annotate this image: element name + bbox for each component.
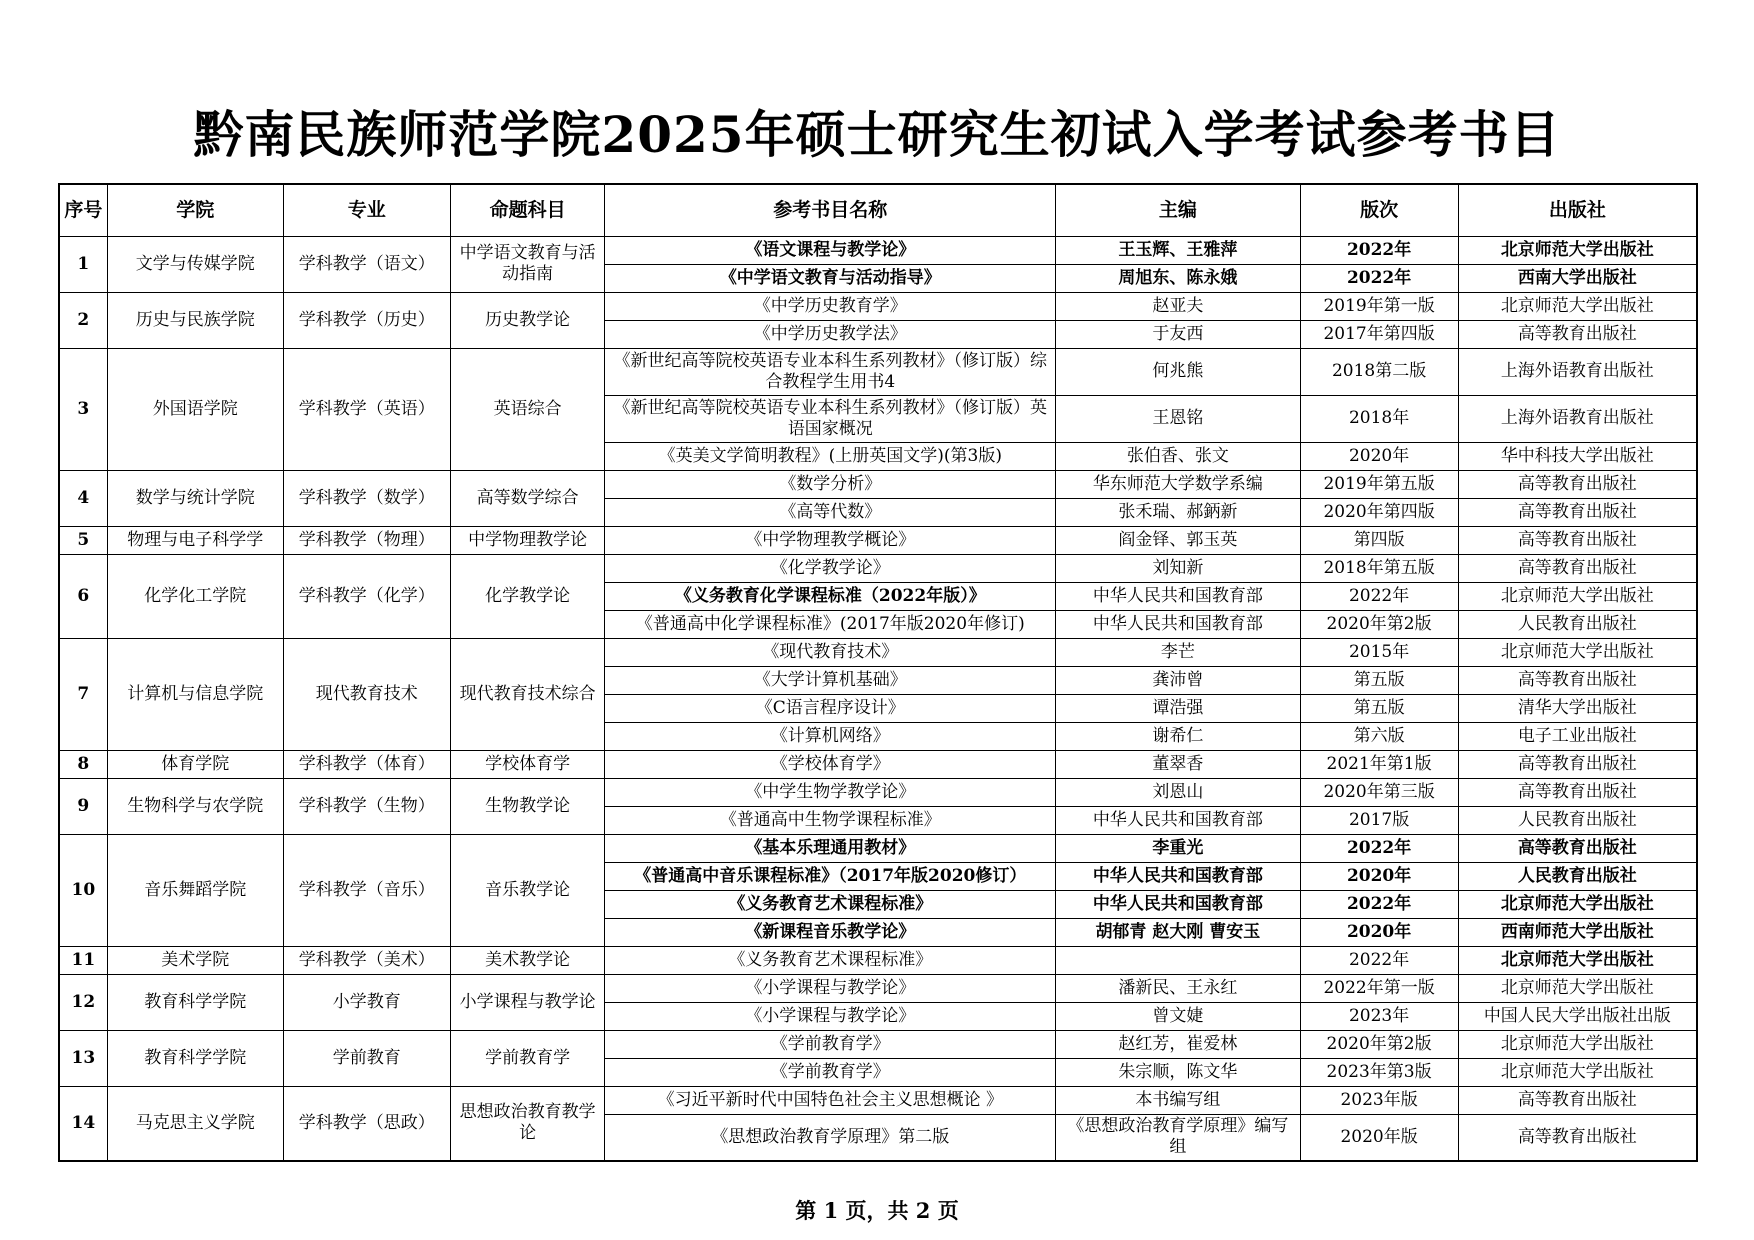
cell-major: 现代教育技术 bbox=[283, 638, 450, 750]
cell-subject: 现代教育技术综合 bbox=[450, 638, 605, 750]
cell-publisher: 北京师范大学出版社 bbox=[1458, 236, 1697, 264]
table-row bbox=[59, 778, 1697, 806]
cell-college: 音乐舞蹈学院 bbox=[107, 834, 283, 946]
cell-book-title: 《中学历史教育学》 bbox=[605, 292, 1056, 320]
cell-major: 小学教育 bbox=[283, 974, 450, 1030]
cell-publisher: 人民教育出版社 bbox=[1458, 610, 1697, 638]
cell-seq: 4 bbox=[59, 470, 107, 526]
cell-subject: 高等数学综合 bbox=[450, 470, 605, 526]
cell-editor bbox=[1056, 946, 1300, 974]
cell-edition: 第四版 bbox=[1300, 526, 1458, 554]
cell-book-title: 《新世纪高等院校英语专业本科生系列教材》（修订版）综合教程学生用书4 bbox=[605, 348, 1056, 395]
cell-editor: 李重光 bbox=[1056, 834, 1300, 862]
cell-major: 学科教学（物理） bbox=[283, 526, 450, 554]
cell-subject: 中学物理教学论 bbox=[450, 526, 605, 554]
cell-editor: 王玉辉、王雅萍 bbox=[1056, 236, 1300, 264]
cell-editor: 李芒 bbox=[1056, 638, 1300, 666]
cell-editor: 于友西 bbox=[1056, 320, 1300, 348]
cell-edition: 2020年第2版 bbox=[1300, 1030, 1458, 1058]
cell-editor: 阎金铎、郭玉英 bbox=[1056, 526, 1300, 554]
cell-publisher: 北京师范大学出版社 bbox=[1458, 1058, 1697, 1086]
cell-book-title: 《高等代数》 bbox=[605, 498, 1056, 526]
cell-edition: 2022年 bbox=[1300, 834, 1458, 862]
table-row bbox=[59, 750, 1697, 778]
cell-book-title: 《普通高中音乐课程标准》（2017年版2020修订） bbox=[605, 862, 1056, 890]
cell-publisher: 高等教育出版社 bbox=[1458, 320, 1697, 348]
table-body bbox=[59, 236, 1697, 1161]
cell-edition: 2015年 bbox=[1300, 638, 1458, 666]
cell-book-title: 《新课程音乐教学论》 bbox=[605, 918, 1056, 946]
cell-subject: 小学课程与教学论 bbox=[450, 974, 605, 1030]
cell-book-title: 《中学历史教学法》 bbox=[605, 320, 1056, 348]
cell-edition: 2022年 bbox=[1300, 582, 1458, 610]
cell-book-title: 《普通高中化学课程标准》(2017年版2020年修订) bbox=[605, 610, 1056, 638]
page-title: 黔南民族师范学院2025年硕士研究生初试入学考试参考书目 bbox=[193, 105, 1561, 164]
cell-seq: 13 bbox=[59, 1030, 107, 1086]
header-major: 专业 bbox=[283, 184, 450, 236]
cell-editor: 曾文婕 bbox=[1056, 1002, 1300, 1030]
cell-major: 学科教学（美术） bbox=[283, 946, 450, 974]
cell-editor: 中华人民共和国教育部 bbox=[1056, 890, 1300, 918]
table-row bbox=[59, 946, 1697, 974]
table-row bbox=[59, 292, 1697, 320]
cell-edition: 2020年第四版 bbox=[1300, 498, 1458, 526]
table-row bbox=[59, 1086, 1697, 1114]
cell-college: 计算机与信息学院 bbox=[107, 638, 283, 750]
cell-editor: 刘知新 bbox=[1056, 554, 1300, 582]
cell-subject: 英语综合 bbox=[450, 348, 605, 470]
cell-major: 学科教学（历史） bbox=[283, 292, 450, 348]
cell-edition: 2018第二版 bbox=[1300, 348, 1458, 395]
cell-edition: 2020年版 bbox=[1300, 1114, 1458, 1161]
cell-book-title: 《小学课程与教学论》 bbox=[605, 1002, 1056, 1030]
cell-subject: 学校体育学 bbox=[450, 750, 605, 778]
cell-editor: 谭浩强 bbox=[1056, 694, 1300, 722]
page-footer: 第 1 页，共 2 页 bbox=[795, 1198, 959, 1223]
cell-seq: 3 bbox=[59, 348, 107, 470]
cell-subject: 中学语文教育与活动指南 bbox=[450, 236, 605, 292]
cell-book-title: 《学前教育学》 bbox=[605, 1030, 1056, 1058]
cell-major: 学科教学（数学） bbox=[283, 470, 450, 526]
cell-edition: 2019年第一版 bbox=[1300, 292, 1458, 320]
cell-editor: 王恩铭 bbox=[1056, 395, 1300, 442]
table-row bbox=[59, 526, 1697, 554]
cell-publisher: 北京师范大学出版社 bbox=[1458, 292, 1697, 320]
cell-publisher: 人民教育出版社 bbox=[1458, 862, 1697, 890]
cell-publisher: 高等教育出版社 bbox=[1458, 834, 1697, 862]
cell-subject: 音乐教学论 bbox=[450, 834, 605, 946]
cell-editor: 赵红芳，崔爱林 bbox=[1056, 1030, 1300, 1058]
table-row bbox=[59, 834, 1697, 862]
cell-editor: 周旭东、陈永娥 bbox=[1056, 264, 1300, 292]
cell-publisher: 高等教育出版社 bbox=[1458, 1114, 1697, 1161]
cell-edition: 2018年 bbox=[1300, 395, 1458, 442]
cell-seq: 12 bbox=[59, 974, 107, 1030]
cell-seq: 9 bbox=[59, 778, 107, 834]
header-edition: 版次 bbox=[1300, 184, 1458, 236]
cell-editor: 何兆熊 bbox=[1056, 348, 1300, 395]
cell-book-title: 《C语言程序设计》 bbox=[605, 694, 1056, 722]
cell-subject: 美术教学论 bbox=[450, 946, 605, 974]
cell-seq: 6 bbox=[59, 554, 107, 638]
cell-publisher: 电子工业出版社 bbox=[1458, 722, 1697, 750]
cell-editor: 董翠香 bbox=[1056, 750, 1300, 778]
cell-publisher: 中国人民大学出版社出版 bbox=[1458, 1002, 1697, 1030]
table-row bbox=[59, 554, 1697, 582]
cell-college: 外国语学院 bbox=[107, 348, 283, 470]
cell-editor: 华东师范大学数学系编 bbox=[1056, 470, 1300, 498]
cell-publisher: 北京师范大学出版社 bbox=[1458, 974, 1697, 1002]
cell-editor: 张伯香、张文 bbox=[1056, 442, 1300, 470]
cell-publisher: 北京师范大学出版社 bbox=[1458, 1030, 1697, 1058]
cell-college: 教育科学学院 bbox=[107, 974, 283, 1030]
cell-major: 学科教学（思政） bbox=[283, 1086, 450, 1161]
reference-book-table bbox=[58, 183, 1698, 1162]
cell-book-title: 《大学计算机基础》 bbox=[605, 666, 1056, 694]
cell-college: 体育学院 bbox=[107, 750, 283, 778]
cell-book-title: 《语文课程与教学论》 bbox=[605, 236, 1056, 264]
cell-edition: 2020年第2版 bbox=[1300, 610, 1458, 638]
cell-edition: 2023年 bbox=[1300, 1002, 1458, 1030]
cell-subject: 生物教学论 bbox=[450, 778, 605, 834]
cell-major: 学前教育 bbox=[283, 1030, 450, 1086]
cell-seq: 1 bbox=[59, 236, 107, 292]
cell-publisher: 高等教育出版社 bbox=[1458, 1086, 1697, 1114]
cell-book-title: 《数学分析》 bbox=[605, 470, 1056, 498]
cell-seq: 5 bbox=[59, 526, 107, 554]
cell-publisher: 北京师范大学出版社 bbox=[1458, 946, 1697, 974]
table-row bbox=[59, 1030, 1697, 1058]
cell-editor: 胡郁青 赵大刚 曹安玉 bbox=[1056, 918, 1300, 946]
header-subject: 命题科目 bbox=[450, 184, 605, 236]
cell-publisher: 上海外语教育出版社 bbox=[1458, 395, 1697, 442]
table-row bbox=[59, 638, 1697, 666]
cell-major: 学科教学（音乐） bbox=[283, 834, 450, 946]
cell-college: 生物科学与农学院 bbox=[107, 778, 283, 834]
cell-edition: 2022年 bbox=[1300, 946, 1458, 974]
table-row bbox=[59, 348, 1697, 395]
cell-seq: 7 bbox=[59, 638, 107, 750]
cell-edition: 2022年 bbox=[1300, 236, 1458, 264]
cell-publisher: 高等教育出版社 bbox=[1458, 498, 1697, 526]
header-book-title: 参考书目名称 bbox=[605, 184, 1056, 236]
cell-edition: 2020年 bbox=[1300, 918, 1458, 946]
cell-publisher: 高等教育出版社 bbox=[1458, 666, 1697, 694]
cell-edition: 2023年第3版 bbox=[1300, 1058, 1458, 1086]
cell-publisher: 清华大学出版社 bbox=[1458, 694, 1697, 722]
cell-book-title: 《义务教育艺术课程标准》 bbox=[605, 946, 1056, 974]
cell-publisher: 华中科技大学出版社 bbox=[1458, 442, 1697, 470]
header-college: 学院 bbox=[107, 184, 283, 236]
cell-publisher: 北京师范大学出版社 bbox=[1458, 638, 1697, 666]
cell-publisher: 人民教育出版社 bbox=[1458, 806, 1697, 834]
cell-book-title: 《习近平新时代中国特色社会主义思想概论 》 bbox=[605, 1086, 1056, 1114]
cell-edition: 2017版 bbox=[1300, 806, 1458, 834]
cell-book-title: 《义务教育艺术课程标准》 bbox=[605, 890, 1056, 918]
cell-edition: 2022年第一版 bbox=[1300, 974, 1458, 1002]
cell-edition: 2018年第五版 bbox=[1300, 554, 1458, 582]
cell-edition: 2021年第1版 bbox=[1300, 750, 1458, 778]
cell-editor: 《思想政治教育学原理》编写组 bbox=[1056, 1114, 1300, 1161]
cell-book-title: 《思想政治教育学原理》第二版 bbox=[605, 1114, 1056, 1161]
cell-seq: 14 bbox=[59, 1086, 107, 1161]
cell-college: 化学化工学院 bbox=[107, 554, 283, 638]
cell-edition: 2020年 bbox=[1300, 862, 1458, 890]
cell-editor: 朱宗顺，陈文华 bbox=[1056, 1058, 1300, 1086]
cell-publisher: 北京师范大学出版社 bbox=[1458, 890, 1697, 918]
cell-editor: 中华人民共和国教育部 bbox=[1056, 582, 1300, 610]
cell-college: 数学与统计学院 bbox=[107, 470, 283, 526]
cell-college: 美术学院 bbox=[107, 946, 283, 974]
cell-college: 文学与传媒学院 bbox=[107, 236, 283, 292]
cell-major: 学科教学（体育） bbox=[283, 750, 450, 778]
cell-major: 学科教学（生物） bbox=[283, 778, 450, 834]
cell-editor: 中华人民共和国教育部 bbox=[1056, 806, 1300, 834]
cell-major: 学科教学（化学） bbox=[283, 554, 450, 638]
cell-seq: 2 bbox=[59, 292, 107, 348]
cell-book-title: 《中学物理教学概论》 bbox=[605, 526, 1056, 554]
cell-editor: 张禾瑞、郝鈵新 bbox=[1056, 498, 1300, 526]
cell-edition: 第六版 bbox=[1300, 722, 1458, 750]
cell-publisher: 高等教育出版社 bbox=[1458, 470, 1697, 498]
cell-book-title: 《中学语文教育与活动指导》 bbox=[605, 264, 1056, 292]
cell-edition: 2023年版 bbox=[1300, 1086, 1458, 1114]
cell-major: 学科教学（英语） bbox=[283, 348, 450, 470]
cell-edition: 2017年第四版 bbox=[1300, 320, 1458, 348]
cell-publisher: 北京师范大学出版社 bbox=[1458, 582, 1697, 610]
cell-book-title: 《学前教育学》 bbox=[605, 1058, 1056, 1086]
table-row bbox=[59, 236, 1697, 264]
cell-book-title: 《英美文学简明教程》(上册英国文学)(第3版) bbox=[605, 442, 1056, 470]
table-row bbox=[59, 470, 1697, 498]
cell-subject: 化学教学论 bbox=[450, 554, 605, 638]
cell-editor: 刘恩山 bbox=[1056, 778, 1300, 806]
cell-subject: 历史教学论 bbox=[450, 292, 605, 348]
cell-edition: 2022年 bbox=[1300, 890, 1458, 918]
cell-editor: 中华人民共和国教育部 bbox=[1056, 862, 1300, 890]
cell-publisher: 上海外语教育出版社 bbox=[1458, 348, 1697, 395]
cell-edition: 2019年第五版 bbox=[1300, 470, 1458, 498]
header-publisher: 出版社 bbox=[1458, 184, 1697, 236]
cell-publisher: 西南师范大学出版社 bbox=[1458, 918, 1697, 946]
cell-edition: 2022年 bbox=[1300, 264, 1458, 292]
cell-publisher: 西南大学出版社 bbox=[1458, 264, 1697, 292]
cell-book-title: 《中学生物学教学论》 bbox=[605, 778, 1056, 806]
cell-book-title: 《新世纪高等院校英语专业本科生系列教材》（修订版）英语国家概况 bbox=[605, 395, 1056, 442]
cell-edition: 2020年第三版 bbox=[1300, 778, 1458, 806]
cell-editor: 赵亚夫 bbox=[1056, 292, 1300, 320]
cell-book-title: 《计算机网络》 bbox=[605, 722, 1056, 750]
cell-editor: 谢希仁 bbox=[1056, 722, 1300, 750]
cell-book-title: 《普通高中生物学课程标准》 bbox=[605, 806, 1056, 834]
cell-publisher: 高等教育出版社 bbox=[1458, 526, 1697, 554]
cell-book-title: 《基本乐理通用教材》 bbox=[605, 834, 1056, 862]
table-row bbox=[59, 974, 1697, 1002]
cell-college: 马克思主义学院 bbox=[107, 1086, 283, 1161]
cell-edition: 第五版 bbox=[1300, 666, 1458, 694]
cell-publisher: 高等教育出版社 bbox=[1458, 778, 1697, 806]
cell-book-title: 《化学教学论》 bbox=[605, 554, 1056, 582]
cell-seq: 10 bbox=[59, 834, 107, 946]
cell-subject: 学前教育学 bbox=[450, 1030, 605, 1086]
cell-college: 物理与电子科学学 bbox=[107, 526, 283, 554]
cell-seq: 8 bbox=[59, 750, 107, 778]
cell-editor: 潘新民、王永红 bbox=[1056, 974, 1300, 1002]
cell-edition: 2020年 bbox=[1300, 442, 1458, 470]
cell-subject: 思想政治教育教学论 bbox=[450, 1086, 605, 1161]
cell-book-title: 《义务教育化学课程标准（2022年版）》 bbox=[605, 582, 1056, 610]
cell-edition: 第五版 bbox=[1300, 694, 1458, 722]
cell-editor: 龚沛曾 bbox=[1056, 666, 1300, 694]
cell-publisher: 高等教育出版社 bbox=[1458, 750, 1697, 778]
cell-college: 教育科学学院 bbox=[107, 1030, 283, 1086]
cell-editor: 本书编写组 bbox=[1056, 1086, 1300, 1114]
cell-book-title: 《小学课程与教学论》 bbox=[605, 974, 1056, 1002]
cell-seq: 11 bbox=[59, 946, 107, 974]
cell-college: 历史与民族学院 bbox=[107, 292, 283, 348]
header-editor: 主编 bbox=[1056, 184, 1300, 236]
cell-book-title: 《学校体育学》 bbox=[605, 750, 1056, 778]
cell-book-title: 《现代教育技术》 bbox=[605, 638, 1056, 666]
cell-major: 学科教学（语文） bbox=[283, 236, 450, 292]
table-header-row bbox=[59, 184, 1697, 236]
cell-editor: 中华人民共和国教育部 bbox=[1056, 610, 1300, 638]
cell-publisher: 高等教育出版社 bbox=[1458, 554, 1697, 582]
header-seq: 序号 bbox=[59, 184, 107, 236]
